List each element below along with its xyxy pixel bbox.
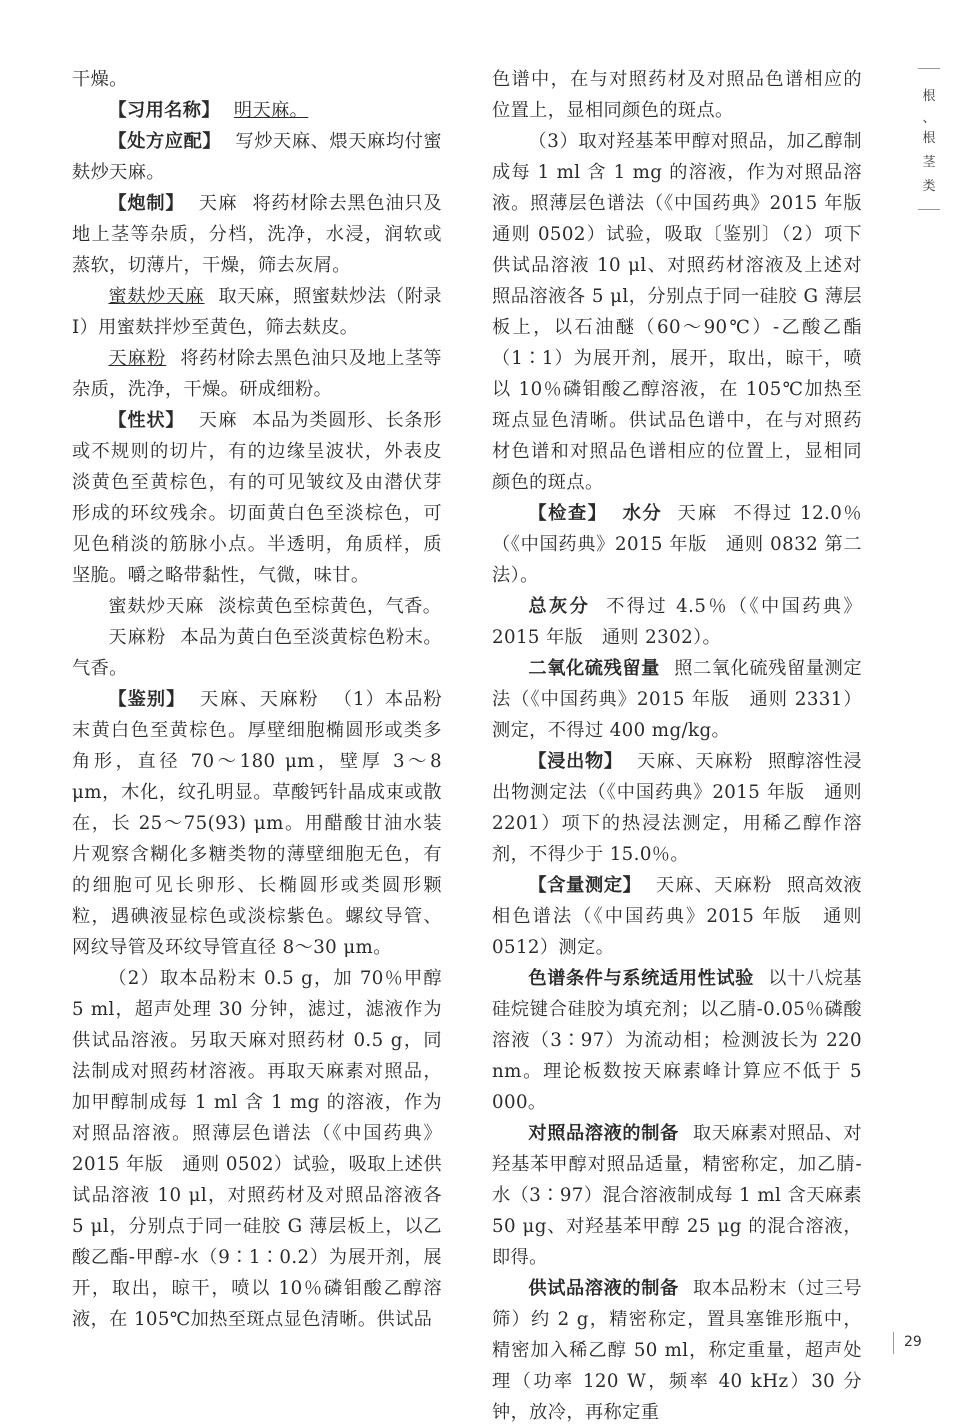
subheading: 供试品溶液的制备 (528, 1278, 679, 1299)
subheading: 色谱条件与系统适用性试验 (528, 968, 754, 989)
section-heading: 【习用名称】 (108, 100, 220, 121)
paragraph: 色谱中，在与对照药材及对照品色谱相应的位置上，显相同颜色的斑点。 (492, 69, 862, 121)
subheading: 水分 (621, 503, 663, 524)
term: 天麻、天麻粉 (199, 689, 320, 710)
side-tab-char: 根 (922, 131, 936, 146)
side-tab-char: 茎 (922, 155, 936, 170)
term: 天麻粉 (108, 348, 167, 369)
section-side-tab (918, 68, 940, 210)
term: 蜜麸炒天麻 (108, 596, 205, 617)
paragraph: （3）取对羟基苯甲醇对照品，加乙醇制成每 1 ml 含 1 mg 的溶液，作为对照品溶液。照薄层色谱法（《中国药典》2015 年版 通则 0502）试验，吸取〔鉴别〕（2）项下供试品溶液 10 μl、对照药材溶液及上述对照品溶液各 5 μl，分别点于同一硅胶 G 薄层板上，以石油醚（60～90℃）-乙酸乙酯（1∶1）为展开剂，展开，取出，晾干，喷以 10％磷钼酸乙醇溶液，在 105℃加热至斑点显色清晰。供试品色谱中，在与对照药材色谱和对照品色谱相应的位置上，显相同颜色的斑点。 (492, 131, 881, 493)
section-heading: 【鉴别】 (108, 689, 186, 710)
subheading: 总灰分 (528, 596, 591, 617)
side-tab-char: 、 (922, 111, 936, 126)
paragraph: 天麻粉 本品为黄白色至淡黄棕色粉末。气香。 (72, 627, 442, 679)
side-tab-char: 类 (922, 179, 936, 194)
paragraph: 二氧化硫残留量 照二氧化硫残留量测定法（《中国药典》2015 年版 通则 2331）测定，不得过 400 mg/kg。 (492, 658, 862, 741)
paragraph: 供试品溶液的制备 取本品粉末（过三号筛）约 2 g，精密称定，置具塞锥形瓶中，精密加入稀乙醇 50 ml，称定重量，超声处理（功率 120 W，频率 40 kHz）30 分钟，放冷，再称定重 (492, 1278, 862, 1423)
paragraph-identification: 【鉴别】 天麻、天麻粉 （1）本品粉末黄白色至黄棕色。厚壁细胞椭圆形或类多角形，直径 70～180 μm，壁厚 3～8 μm，木化，纹孔明显。草酸钙针晶成束或散在，长 25～75(93) μm。用醋酸甘油水装片观察含糊化多糖类物的薄壁细胞无色，有的细胞可见长卵形、长椭圆形或类圆形颗粒，遇碘液显棕色或淡棕紫色。螺纹导管、网纹导管及环纹导管直径 8～30 μm。 (72, 689, 442, 958)
page-number: 29 (904, 1334, 922, 1350)
paragraph-powder: 天麻粉 将药材除去黑色油只及地上茎等杂质，洗净，干燥。研成细粉。 (72, 348, 442, 400)
paragraph-assay: 【含量测定】 天麻、天麻粉 照高效液相色谱法（《中国药典》2015 年版 通则 0512）测定。 (492, 875, 862, 958)
right-column (492, 64, 881, 1428)
paragraph: 蜜麸炒天麻 淡棕黄色至棕黄色，气香。 (108, 596, 442, 617)
paragraph: 干燥。 (72, 69, 128, 90)
paragraph-processing: 【炮制】 天麻 将药材除去黑色油只及地上茎等杂质，分档，洗净，水浸，润软或蒸软，切薄片，干燥，筛去灰屑。 (72, 193, 442, 276)
paragraph: 色谱条件与系统适用性试验 以十八烷基硅烷键合硅胶为填充剂；以乙腈-0.05％磷酸溶液（3∶97）为流动相；检测波长为 220 nm。理论板数按天麻素峰计算应不低于 5 000。 (492, 968, 862, 1113)
paragraph-character: 【性状】 天麻 本品为类圆形、长条形或不规则的切片，有的边缘呈波状，外表皮淡黄色至黄棕色，有的可见皱纹及由潜伏芽形成的环纹残余。切面黄白色至淡棕色，可见色稍淡的筋脉小点。半透明，角质样，质坚脆。嚼之略带黏性，气微，味甘。 (72, 410, 442, 586)
term: 天麻 (198, 193, 238, 214)
term: 天麻 (198, 410, 238, 431)
term: 天麻、天麻粉 (636, 751, 754, 772)
paragraph-honey-bran: 蜜麸炒天麻 取天麻，照蜜麸炒法（附录Ⅰ）用蜜麸拌炒至黄色，筛去麸皮。 (72, 286, 442, 338)
section-heading: 【处方应配】 (108, 131, 222, 152)
section-heading: 【性状】 (108, 410, 185, 431)
paragraph-prescription: 【处方应配】 写炒天麻、煨天麻均付蜜麸炒天麻。 (72, 131, 443, 183)
section-heading: 【炮制】 (108, 193, 185, 214)
section-heading: 【含量测定】 (528, 875, 642, 896)
left-column (72, 64, 442, 1335)
paragraph: （2）取本品粉末 0.5 g，加 70％甲醇 5 ml，超声处理 30 分钟，滤过，滤液作为供试品溶液。另取天麻对照药材 0.5 g，同法制成对照药材溶液。再取天麻素对照品，加甲醇制成每 1 ml 含 1 mg 的溶液，作为对照品溶液。照薄层色谱法（《中国药典》2015 年版 通则 0502）试验，吸取上述供试品溶液 10 μl，对照药材及对照品溶液各 5 μl，分别点于同一硅胶 G 薄层板上，以乙酸乙酯-甲醇-水（9∶1∶0.2）为展开剂，展开，取出，晾干，喷以 10％磷钼酸乙醇溶液，在 105℃加热至斑点显色清晰。供试品 (72, 968, 442, 1330)
term: 天麻粉 (108, 627, 167, 648)
term: 蜜麸炒天麻 (108, 286, 205, 307)
side-tab-char: 根 (922, 89, 936, 104)
term: 天麻、天麻粉 (655, 875, 773, 896)
section-heading: 【检查】 (528, 503, 608, 524)
section-heading: 【浸出物】 (528, 751, 623, 772)
paragraph: 对照品溶液的制备 取天麻素对照品、对羟基苯甲醇对照品适量，精密称定，加乙腈-水（3∶97）混合溶液制成每 1 ml 含天麻素 50 μg、对羟基苯甲醇 25 μg 的混合溶液，即得。 (492, 1123, 862, 1268)
paragraph: 总灰分 不得过 4.5％（《中国药典》2015 年版 通则 2302）。 (492, 596, 862, 648)
subheading: 对照品溶液的制备 (528, 1123, 679, 1144)
subheading: 二氧化硫残留量 (528, 658, 660, 679)
paragraph-usual-name: 【习用名称】 明天麻。 (108, 100, 309, 121)
paragraph-inspection: 【检查】 水分 天麻 不得过 12.0％（《中国药典》2015 年版 通则 0832 第二法）。 (492, 503, 862, 586)
paragraph-extract: 【浸出物】 天麻、天麻粉 照醇溶性浸出物测定法（《中国药典》2015 年版 通则 2201）项下的热浸法测定，用稀乙醇作溶剂，不得少于 15.0％。 (492, 751, 862, 865)
term: 天麻 (676, 503, 719, 524)
page-number-divider (893, 1332, 894, 1354)
